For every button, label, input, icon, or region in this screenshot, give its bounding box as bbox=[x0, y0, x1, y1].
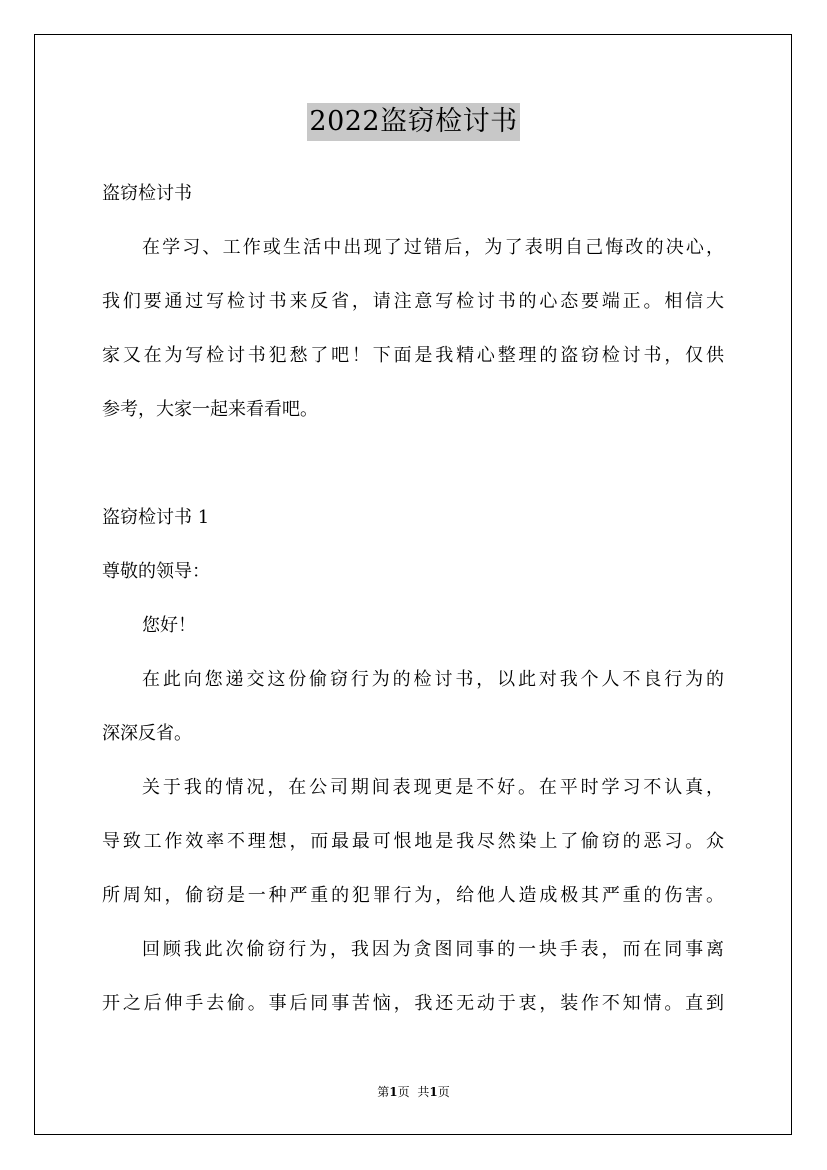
section-heading: 盗窃检讨书 1 bbox=[102, 507, 210, 528]
paragraph-line: 参考，大家一起来看看吧。 bbox=[102, 399, 318, 420]
total-pages: 1 bbox=[429, 1085, 438, 1099]
total-label-prefix: 共 bbox=[417, 1085, 430, 1099]
paragraph-line: 关于我的情况，在公司期间表现更是不好。在平时学习不认真， bbox=[142, 777, 724, 798]
section-heading: 盗窃检讨书 bbox=[102, 183, 192, 204]
paragraph-line: 所周知，偷窃是一种严重的犯罪行为，给他人造成极其严重的伤害。 bbox=[102, 885, 724, 906]
salutation: 尊敬的领导： bbox=[102, 561, 210, 582]
paragraph-line: 家又在为写检讨书犯愁了吧！下面是我精心整理的盗窃检讨书，仅供 bbox=[102, 345, 724, 366]
paragraph-line: 深深反省。 bbox=[102, 723, 192, 744]
page-footer bbox=[0, 1084, 827, 1100]
document-title: 2022盗窃检讨书 bbox=[307, 103, 519, 141]
page-label-suffix: 页 bbox=[397, 1085, 410, 1099]
total-label-suffix: 页 bbox=[437, 1085, 450, 1099]
paragraph-line: 在学习、工作或生活中出现了过错后，为了表明自己悔改的决心， bbox=[142, 237, 724, 258]
page-label-prefix: 第 bbox=[377, 1085, 390, 1099]
greeting: 您好！ bbox=[142, 615, 196, 636]
paragraph-line: 我们要通过写检讨书来反省，请注意写检讨书的心态要端正。相信大 bbox=[102, 291, 724, 312]
paragraph-line: 导致工作效率不理想，而最最可恨地是我尽然染上了偷窃的恶习。众 bbox=[102, 831, 724, 852]
page-number: 1 bbox=[389, 1085, 398, 1099]
paragraph-line: 回顾我此次偷窃行为，我因为贪图同事的一块手表，而在同事离 bbox=[142, 939, 724, 960]
paragraph-line: 开之后伸手去偷。事后同事苦恼，我还无动于衷，装作不知情。直到 bbox=[102, 993, 724, 1014]
title-wrap bbox=[0, 103, 827, 141]
paragraph-line: 在此向您递交这份偷窃行为的检讨书，以此对我个人不良行为的 bbox=[142, 669, 724, 690]
